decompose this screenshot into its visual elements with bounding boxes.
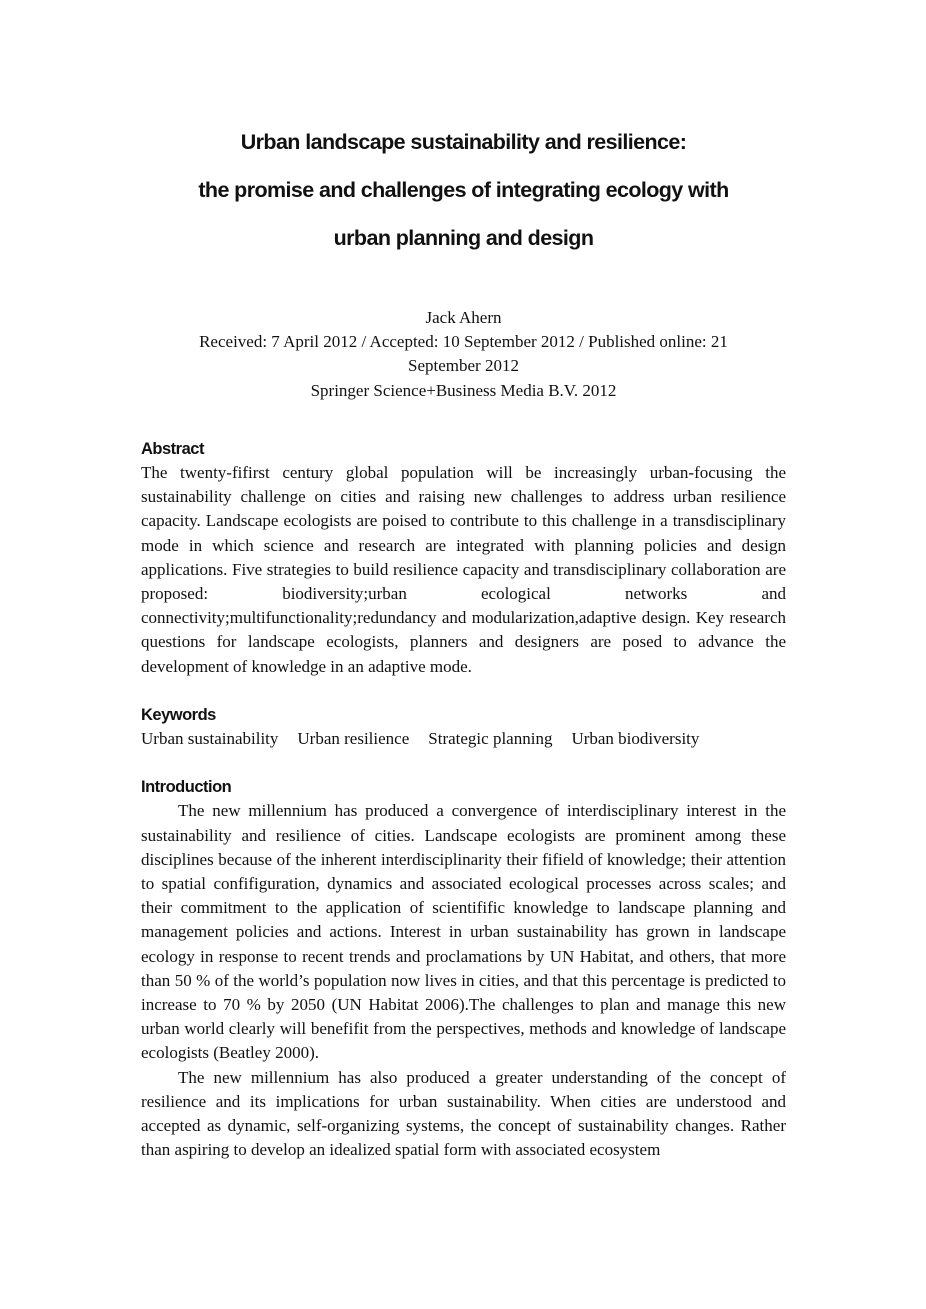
publication-dates-line-1: Received: 7 April 2012 / Accepted: 10 September 2012 / Published online: 21 bbox=[199, 332, 728, 352]
keywords-section bbox=[141, 703, 786, 751]
title-line-2: the promise and challenges of integrating ecology with bbox=[198, 178, 729, 202]
paper-title bbox=[141, 118, 786, 262]
introduction-section bbox=[141, 775, 786, 1162]
introduction-paragraph-2: The new millennium has also produced a greater understanding of the concept of resilience and its implications for urban sustainability. When cities are understood and accepted as dynamic, self-organizing systems, the concept of sustainability changes. Rather than aspiring to develop an idealized spatial form with associated ecosystem bbox=[141, 1067, 786, 1160]
author-name: Jack Ahern bbox=[425, 308, 502, 327]
keyword-item: Urban resilience bbox=[297, 729, 410, 749]
keyword-item: Urban biodiversity bbox=[571, 729, 700, 749]
keyword-item: Strategic planning bbox=[428, 729, 553, 749]
paper-page bbox=[141, 118, 786, 1163]
abstract-section bbox=[141, 437, 786, 679]
abstract-heading: Abstract bbox=[141, 439, 204, 458]
keywords-heading: Keywords bbox=[141, 705, 216, 724]
introduction-paragraph-1: The new millennium has produced a convergence of interdisciplinary interest in the sustainability and resilience of cities. Landscape ecologists are prominent among these disciplines because of the inherent interdisciplinarity their fifield of knowledge; their attention to spatial confifiguration, dynamics and associated ecological processes across scales; and their commitment to the application of scientifific knowledge to landscape planning and management policies and actions. Interest in urban sustainability has grown in landscape ecology in response to recent trends and proclamations by UN Habitat, and others, that more than 50 % of the world’s population now lives in cities, and that this percentage is predicted to increase to 70 % by 2050 (UN Habitat 2006).The challenges to plan and manage this new urban world clearly will benefifit from the perspectives, methods and knowledge of landscape ecologists (Beatley 2000). bbox=[141, 801, 786, 1063]
introduction-heading: Introduction bbox=[141, 778, 232, 797]
publisher-line: Springer Science+Business Media B.V. 2012 bbox=[310, 380, 617, 400]
paper-metadata bbox=[141, 306, 786, 403]
keyword-item: Urban sustainability bbox=[141, 729, 279, 749]
abstract-text: The twenty-fifirst century global population will be increasingly urban-focusing the sustainability challenge on cities and raising new challenges to address urban resilience capacity. Landscape ecologists are poised to contribute to this challenge in a transdisciplinary mode in which science and research are integrated with planning policies and design applications. Five strategies to build resilience capacity and transdisciplinary collaboration are proposed: biodiversity;urban ecological networks and connectivity;multifunctionality;redundancy and modularization,adaptive design. Key research questions for landscape ecologists, planners and designers are posed to advance the development of knowledge in an adaptive mode. bbox=[141, 463, 786, 676]
keywords-list bbox=[141, 727, 786, 751]
title-line-3: urban planning and design bbox=[333, 226, 594, 250]
title-line-1: Urban landscape sustainability and resilience: bbox=[240, 130, 687, 154]
publication-dates-line-2: September 2012 bbox=[408, 356, 519, 376]
